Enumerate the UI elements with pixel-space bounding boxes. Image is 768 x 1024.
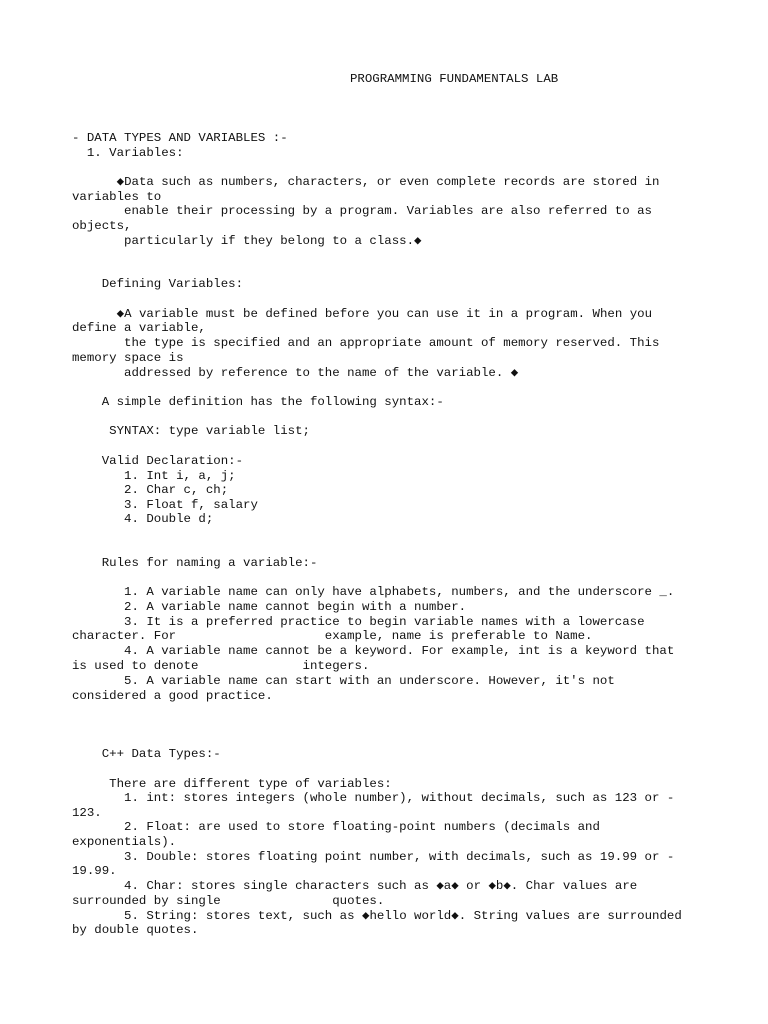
defining-paragraph-line: ◆A variable must be defined before you can use it in a program. When you — [72, 307, 653, 321]
section-heading: - DATA TYPES AND VARIABLES :- — [72, 131, 288, 145]
rules-line: 5. A variable name can start with an underscore. However, it's not — [72, 674, 615, 688]
datatypes-line: exponentials). — [72, 835, 177, 849]
variables-paragraph-line: variables to — [72, 190, 162, 204]
defining-paragraph-line: define a variable, — [72, 321, 206, 335]
datatypes-line: by double quotes. — [72, 923, 199, 937]
rules-line: 2. A variable name cannot begin with a number. — [72, 600, 467, 614]
defining-paragraph-line: addressed by reference to the name of the variable. ◆ — [72, 366, 519, 380]
section-subheading: 1. Variables: — [72, 146, 184, 160]
valid-declaration-item: 3. Float f, salary — [72, 498, 258, 512]
datatypes-heading: C++ Data Types:- — [72, 747, 221, 761]
datatypes-line: 1. int: stores integers (whole number), without decimals, such as 123 or - — [72, 791, 675, 805]
datatypes-line: 4. Char: stores single characters such as ◆a◆ or ◆b◆. Char values are — [72, 879, 638, 893]
valid-declaration-item: 2. Char c, ch; — [72, 483, 229, 497]
datatypes-line: 5. String: stores text, such as ◆hello world◆. String values are surrounded — [72, 909, 682, 923]
rules-line: considered a good practice. — [72, 689, 273, 703]
valid-declaration-item: 4. Double d; — [72, 512, 214, 526]
syntax-line: SYNTAX: type variable list; — [72, 424, 310, 438]
rules-line: character. For example, name is preferable to Name. — [72, 629, 593, 643]
variables-paragraph-line: ◆Data such as numbers, characters, or even complete records are stored in — [72, 175, 660, 189]
variables-paragraph-line: enable their processing by a program. Variables are also referred to as — [72, 204, 652, 218]
datatypes-line: 123. — [72, 806, 102, 820]
defining-paragraph-line: the type is specified and an appropriate amount of memory reserved. This — [72, 336, 660, 350]
defining-variables-heading: Defining Variables: — [72, 277, 244, 291]
syntax-intro: A simple definition has the following syntax:- — [72, 395, 444, 409]
variables-paragraph-line: objects, — [72, 219, 132, 233]
rules-heading: Rules for naming a variable:- — [72, 556, 318, 570]
rules-line: is used to denote integers. — [72, 659, 370, 673]
rules-line: 4. A variable name cannot be a keyword. For example, int is a keyword that — [72, 644, 675, 658]
page-title: PROGRAMMING FUNDAMENTALS LAB — [350, 72, 559, 86]
defining-paragraph-line: memory space is — [72, 351, 184, 365]
valid-declaration-heading: Valid Declaration:- — [72, 454, 244, 468]
datatypes-intro: There are different type of variables: — [72, 777, 392, 791]
datatypes-line: 19.99. — [72, 864, 117, 878]
datatypes-line: surrounded by single quotes. — [72, 894, 385, 908]
datatypes-line: 2. Float: are used to store floating-point numbers (decimals and — [72, 820, 600, 834]
rules-line: 3. It is a preferred practice to begin variable names with a lowercase — [72, 615, 645, 629]
variables-paragraph-line: particularly if they belong to a class.◆ — [72, 234, 422, 248]
valid-declaration-item: 1. Int i, a, j; — [72, 469, 236, 483]
datatypes-line: 3. Double: stores floating point number, with decimals, such as 19.99 or - — [72, 850, 675, 864]
rules-line: 1. A variable name can only have alphabets, numbers, and the underscore _. — [72, 585, 675, 599]
